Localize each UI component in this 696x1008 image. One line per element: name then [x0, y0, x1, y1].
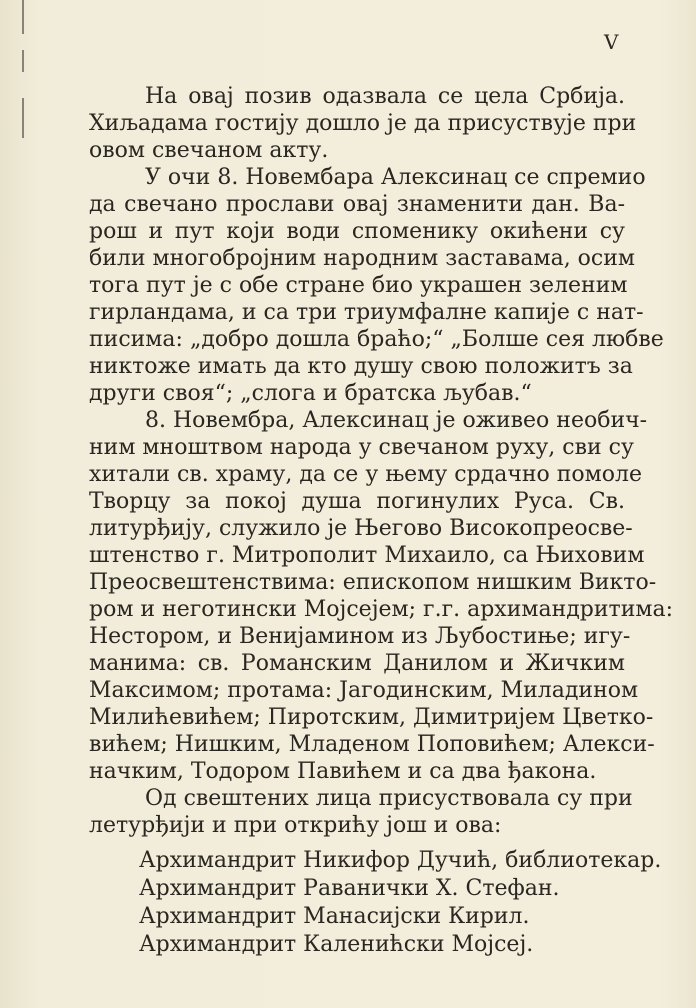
paragraph-line: овом свечаном акту.	[89, 138, 329, 163]
body-text	[89, 83, 674, 839]
paragraph-line: Хиљадама гостију дошло је да присуствује при	[89, 111, 637, 136]
paragraph-line: никтоже имать да кто душу свою положитъ за	[89, 354, 633, 379]
page-edge-mark	[22, 50, 24, 72]
paragraph-line: рош и пут који води споменику окићени су	[89, 219, 625, 244]
paragraph-line: Максимом; протама: Јагодинским, Миладином	[89, 678, 639, 703]
paragraph-line: У очи 8. Новембара Алексинац се спремио	[145, 165, 646, 190]
paragraph-line: летурђији и при открићу још и ова:	[89, 813, 502, 838]
paragraph-line: гирландама, и са три триумфалне капије с нат-	[89, 300, 644, 325]
paragraph-line: други своя“; „слога и братска љубав.“	[89, 381, 532, 406]
list-item: Архимандрит Каленићски Мојсеј.	[139, 932, 534, 957]
paragraph-line: писима: „добро дошла браћо;“ „Болше сея любве	[89, 327, 664, 352]
page-edge-mark	[22, 0, 24, 34]
paragraph-line: литурђију, служило је Његово Високопреосве-	[89, 516, 633, 541]
paragraph-line: 8. Новембра, Алексинац је оживео необич-	[145, 408, 648, 433]
paragraph-line: вићем; Нишким, Младеном Поповићем; Алекси-	[89, 732, 655, 757]
page-number: V	[604, 30, 620, 54]
list-item: Архимандрит Раванички Х. Стефан.	[139, 876, 560, 901]
list-item: Архимандрит Манасијски Кирил.	[139, 904, 530, 929]
paragraph-line: да свечано прослави овај знаменити дан. Ва-	[89, 192, 625, 217]
paragraph-line: Милићевићем; Пиротским, Димитријем Цветко-	[89, 705, 654, 730]
paragraph-line: штенство г. Митрополит Михаило, са Њиховим	[89, 543, 645, 568]
paragraph-line: ним мноштвом народа у свечаном руху, сви су	[89, 435, 634, 460]
paragraph-line: ром и неготински Мојсејем; г.г. архимандритима:	[89, 597, 674, 622]
paragraph-line: На овај позив одазвала се цела Србија.	[145, 84, 625, 109]
paragraph-line: хитали св. храму, да се у њему срдачно помоле	[89, 462, 643, 487]
paragraph-line: Преосвештенствима: епископом нишким Викто-	[89, 570, 657, 595]
paragraph-line: Нестором, и Венијамином из Љубостиње; игу-	[89, 624, 631, 649]
paragraph-line: начким, Тодором Павићем и са два ђакона.	[89, 759, 597, 784]
paragraph-line: Од свештених лица присуствовала су при	[145, 786, 633, 811]
paragraph-line: Творцу за покој душа погинулих Руса. Св.	[89, 489, 625, 514]
list-item: Архимандрит Никифор Дучић, библиотекар.	[139, 848, 662, 873]
clergy-list	[139, 847, 661, 959]
paragraph-line: манима: св. Романским Данилом и Жичким	[89, 651, 625, 676]
paragraph-line: тога пут је с обе стране био украшен зеленим	[89, 273, 628, 298]
page-edge-mark	[22, 98, 24, 138]
paragraph-line: били многобројним народним заставама, осим	[89, 246, 636, 271]
